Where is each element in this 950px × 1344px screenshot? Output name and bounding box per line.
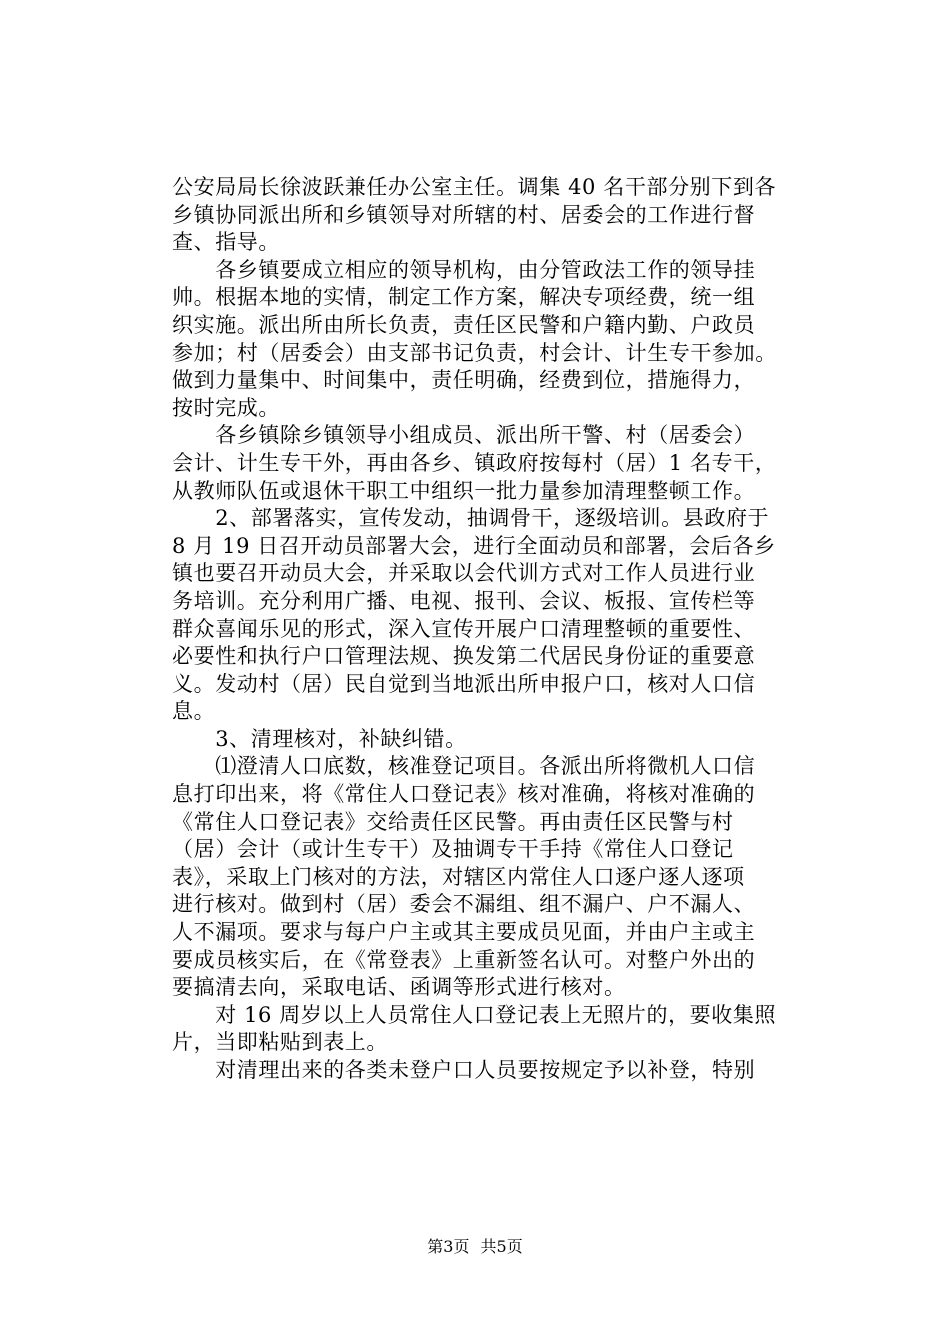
page-footer bbox=[0, 1237, 950, 1257]
text-line: 镇也要召开动员大会，并采取以会代训方式对工作人员进行业 bbox=[172, 561, 756, 586]
text-line: 进行核对。做到村（居）委会不漏组、组不漏户、户不漏人、 bbox=[172, 892, 756, 917]
text-line: 公安局局长徐波跃兼任办公室主任。调集 40 名干部分别下到各 bbox=[172, 175, 777, 199]
text-line: 乡镇协同派出所和乡镇领导对所辖的村、居委会的工作进行督 bbox=[172, 202, 756, 227]
document-body bbox=[172, 174, 792, 1085]
page-number: 第3页 bbox=[427, 1237, 470, 1256]
text-line: 织实施。派出所由所长负责，责任区民警和户籍内勤、户政员 bbox=[172, 312, 756, 337]
text-line: 息。 bbox=[172, 699, 216, 724]
text-line: 做到力量集中、时间集中，责任明确，经费到位，措施得力， bbox=[172, 368, 756, 393]
text-line: 查、指导。 bbox=[172, 230, 280, 255]
text-line: 息打印出来，将《常住人口登记表》核对准确，将核对准确的 bbox=[172, 782, 756, 807]
text-line: 帅。根据本地的实情，制定工作方案，解决专项经费，统一组 bbox=[172, 285, 756, 310]
text-line: 对 16 周岁以上人员常住人口登记表上无照片的，要收集照 bbox=[172, 1002, 777, 1027]
text-line: 人不漏项。要求与每户户主或其主要成员见面，并由户主或主 bbox=[172, 920, 756, 945]
text-line: 表》，采取上门核对的方法，对辖区内常住人口逐户逐人逐项 bbox=[172, 864, 745, 889]
text-line: 2、部署落实，宣传发动，抽调骨干，逐级培训。县政府于 bbox=[172, 506, 770, 531]
text-line: 会计、计生专干外，再由各乡、镇政府按每村（居）1 名专干， bbox=[172, 450, 777, 475]
text-line: 对清理出来的各类未登户口人员要按规定予以补登，特别 bbox=[172, 1058, 756, 1082]
text-line: 各乡镇除乡镇领导小组成员、派出所干警、村（居委会） bbox=[172, 423, 756, 448]
text-line: 3、清理核对，补缺纠错。 bbox=[172, 726, 467, 751]
text-line: 片，当即粘贴到表上。 bbox=[172, 1030, 388, 1055]
text-line: ⑴澄清人口底数，核准登记项目。各派出所将微机人口信 bbox=[172, 754, 756, 779]
text-line: 各乡镇要成立相应的领导机构，由分管政法工作的领导挂 bbox=[172, 257, 756, 282]
text-line: 8 月 19 日召开动员部署大会，进行全面动员和部署，会后各乡 bbox=[172, 533, 776, 558]
text-line: 参加；村（居委会）由支部书记负责，村会计、计生专干参加。 bbox=[172, 340, 777, 365]
text-line: 《常住人口登记表》交给责任区民警。再由责任区民警与村 bbox=[172, 809, 734, 834]
page-total: 共5页 bbox=[480, 1237, 523, 1256]
text-line: 务培训。充分利用广播、电视、报刊、会议、板报、宣传栏等 bbox=[172, 588, 756, 613]
text-line: 按时完成。 bbox=[172, 395, 280, 420]
text-line: 要成员核实后，在《常登表》上重新签名认可。对整户外出的 bbox=[172, 947, 756, 972]
text-line: 必要性和执行户口管理法规、换发第二代居民身份证的重要意 bbox=[172, 644, 756, 669]
text-line: （居）会计（或计生专干）及抽调专干手持《常住人口登记 bbox=[172, 837, 734, 862]
text-line: 要搞清去向，采取电话、函调等形式进行核对。 bbox=[172, 975, 626, 1000]
text-line: 群众喜闻乐见的形式，深入宣传开展户口清理整顿的重要性、 bbox=[172, 616, 756, 641]
text-line: 义。发动村（居）民自觉到当地派出所申报户口，核对人口信 bbox=[172, 671, 756, 696]
text-line: 从教师队伍或退休干职工中组织一批力量参加清理整顿工作。 bbox=[172, 478, 756, 503]
